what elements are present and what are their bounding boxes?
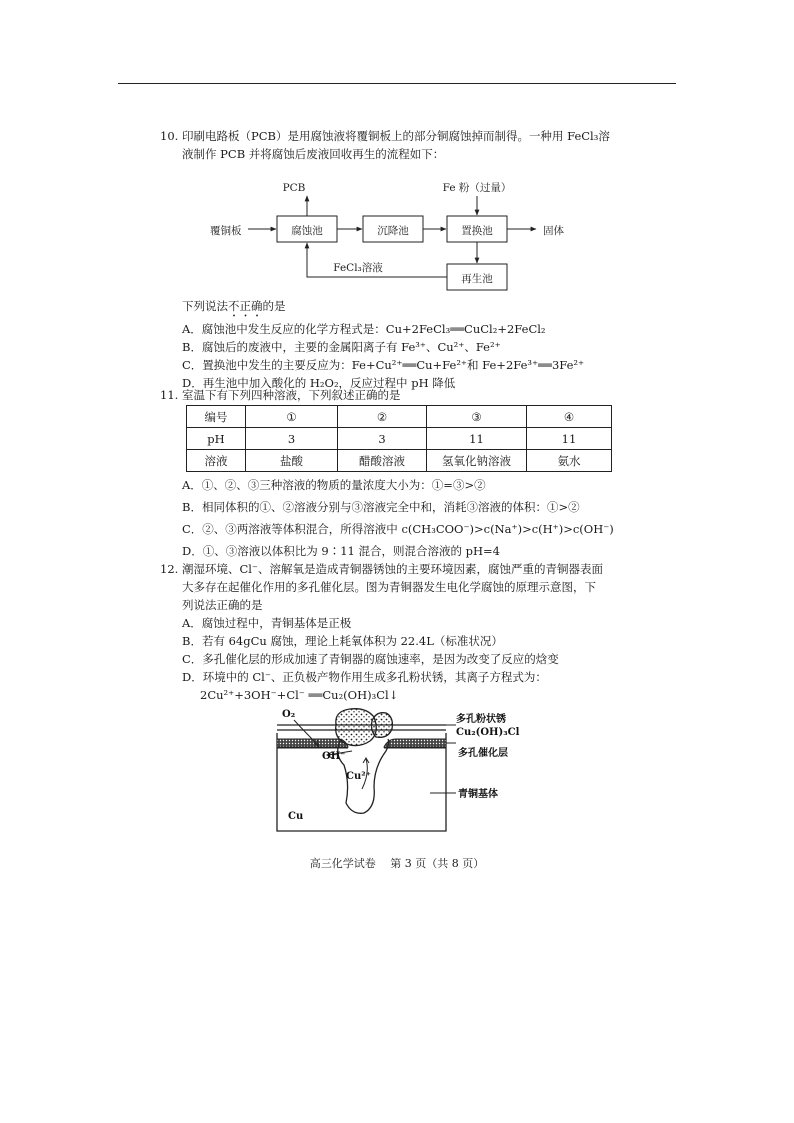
ionic-equation: 2Cu²⁺+3OH⁻+Cl⁻ ══Cu₂(OH)₃Cl↓ (200, 688, 399, 702)
bronze-base-label: 青铜基体 (458, 789, 498, 800)
solid-label: 固体 (543, 225, 564, 237)
question-stem: 液制作 PCB 并将腐蚀后废液回收再生的流程如下： (182, 147, 445, 161)
question-stem: 印刷电路板（PCB）是用腐蚀液将覆铜板上的部分铜腐蚀掉而制得。一种用 FeCl₃溶 (181, 129, 610, 143)
table-cell: 溶液 (187, 450, 246, 472)
question-stem: 列说法正确的是 (182, 598, 263, 612)
option-a: A．腐蚀池中发生反应的化学方程式是：Cu+2FeCl₃══CuCl₂+2FeCl₂ (182, 322, 546, 336)
question-10-options (182, 297, 652, 392)
table-cell: 氢氧化钠溶液 (427, 450, 527, 472)
table-cell: 盐酸 (246, 450, 338, 472)
table-cell: 3 (246, 428, 338, 450)
table-row (187, 406, 612, 428)
replacement-tank-label: 置换池 (461, 225, 493, 237)
question-12 (160, 560, 650, 704)
pcb-label: PCB (282, 182, 306, 194)
table-cell: ③ (427, 406, 527, 428)
option-c: C．②、③两溶液等体积混合，所得溶液中 c(CH₃COO⁻)>c(Na⁺)>c(H⁺)>c(OH⁻) (182, 522, 614, 536)
question-10 (160, 127, 650, 163)
catalyst-layer-label: 多孔催化层 (458, 748, 508, 759)
copper-label: Cu (288, 811, 304, 822)
table-cell: pH (187, 428, 246, 450)
porous-rust-label: 多孔粉状锈 (456, 714, 506, 725)
table-cell: 氨水 (527, 450, 612, 472)
fecl3-solution-label: FeCl₃溶液 (333, 262, 383, 274)
option-a: A．①、②、③三种溶液的物质的量浓度大小为：①=③>② (182, 478, 486, 492)
fe-powder-label: Fe 粉（过量） (442, 182, 512, 194)
table-cell: 11 (427, 428, 527, 450)
option-b: B．若有 64gCu 腐蚀，理论上耗氧体积为 22.4L（标准状况） (182, 634, 503, 648)
hydroxide-label: OH⁻ (322, 751, 346, 762)
table-cell: 编号 (187, 406, 246, 428)
option-c: C．多孔催化层的形成加速了青铜器的腐蚀速率，是因为改变了反应的焓变 (182, 652, 559, 666)
solutions-table (186, 405, 612, 472)
table-row (187, 428, 612, 450)
question-11 (160, 386, 650, 404)
question-stem: 大多存在起催化作用的多孔催化层。图为青铜器发生电化学腐蚀的原理示意图，下 (182, 580, 596, 594)
table-cell: 3 (338, 428, 427, 450)
oxygen-label: O₂ (282, 709, 296, 720)
question-number: 12. (160, 562, 179, 576)
question-stem: 潮湿环境、Cl⁻、溶解氧是造成青铜器锈蚀的主要环境因素，腐蚀严重的青铜器表面 (181, 562, 603, 576)
option-a: A．腐蚀过程中，青铜基体是正极 (182, 616, 352, 630)
option-d: D．环境中的 Cl⁻、正负极产物作用生成多孔粉状锈，其离子方程式为： (182, 670, 547, 684)
regeneration-tank-label: 再生池 (461, 273, 493, 285)
corrosion-diagram (270, 703, 560, 835)
option-b: B．腐蚀后的废液中，主要的金属阳离子有 Fe³⁺、Cu²⁺、Fe²⁺ (182, 340, 501, 354)
question-stem: 室温下有下列四种溶液，下列叙述正确的是 (181, 388, 401, 402)
rust-formula-label: Cu₂(OH)₃Cl (456, 727, 520, 738)
question-11-options (182, 474, 652, 562)
page-footer: 高三化学试卷 第 3 页（共 8 页） (309, 857, 485, 870)
question-number: 11. (160, 388, 179, 402)
question-ask: 下列说法不正确的是 (182, 299, 286, 313)
question-number: 10. (160, 129, 179, 143)
option-b: B．相同体积的①、②溶液分别与③溶液完全中和，消耗③溶液的体积：①>② (182, 500, 580, 514)
corrosion-tank-label: 腐蚀池 (291, 225, 323, 237)
header-rule (118, 83, 676, 84)
option-d: D．①、③溶液以体积比为 9∶11 混合，则混合溶液的 pH=4 (182, 544, 500, 558)
option-d: D．再生池中加入酸化的 H₂O₂，反应过程中 pH 降低 (182, 376, 456, 390)
table-cell: ① (246, 406, 338, 428)
table-cell: ② (338, 406, 427, 428)
table-row (187, 450, 612, 472)
table-cell: 11 (527, 428, 612, 450)
table-cell: 醋酸溶液 (338, 450, 427, 472)
table-cell: ④ (527, 406, 612, 428)
process-flow-diagram (190, 176, 590, 294)
settling-tank-label: 沉降池 (377, 225, 409, 237)
copper-board-label: 覆铜板 (210, 225, 242, 237)
option-c: C．置换池中发生的主要反应为：Fe+Cu²⁺══Cu+Fe²⁺和 Fe+2Fe³⁺══3Fe²⁺ (182, 358, 585, 372)
copper-ion-label: Cu²⁺ (346, 771, 371, 782)
